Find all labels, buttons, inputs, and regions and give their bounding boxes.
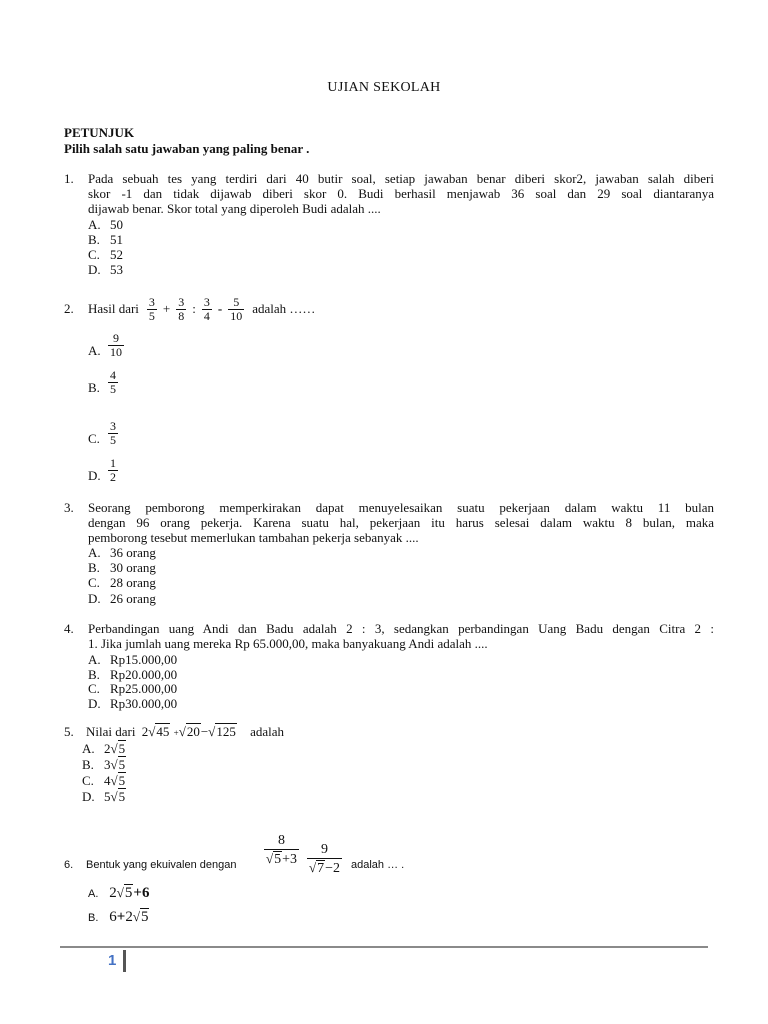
question-4-option-b: B. Rp20.000,00 [88,667,178,682]
fraction: $\frac{3}{5}$ [148,294,155,323]
question-5: 5. Nilai dari 2√45 +√20−√125 adalah [64,724,284,739]
question-1-line-3: dijawab benar. Skor total yang diperoleh Budi adalah .... [88,201,381,216]
fraction: $\frac{3}{8}$ [178,294,185,323]
footer-divider [60,946,708,948]
question-3-option-b: B. 30 orang [88,560,156,575]
question-1-option-c: C. 52 [88,247,123,262]
question-2-number: 2. [64,301,74,316]
question-1-option-d: D. 53 [88,262,123,277]
question-3-number: 3. [64,500,74,515]
question-4-number: 4. [64,621,74,636]
instructions-heading: PETUNJUK [64,125,135,140]
question-2-option-c: C. $\frac{3}{5}$ [88,419,116,447]
fraction: $\frac{5}{10}$ [230,294,243,323]
page-number: 1 [108,952,117,969]
question-3-option-a: A. 36 orang [88,545,156,560]
fraction: $\frac{3}{4}$ [203,294,210,323]
question-4-line-2: 1. Jika jumlah uang mereka Rp 65.000,00, maka banyakuang Andi adalah .... [88,636,488,651]
question-2: 2. Hasil dari $\frac{3}{5}$ + $\frac{3}{8}$ : $\frac{3}{4}$ - $\frac{5}{10}$ adalah …… [64,294,316,323]
question-6-prefix: Bentuk yang ekuivalen dengan [86,859,237,871]
question-4-option-d: D. Rp30.000,00 [88,696,178,711]
question-1-line-1: Pada sebuah tes yang terdiri dari 40 butir soal, setiap jawaban benar diberi skor2, jawaban salah diberi [88,171,714,186]
question-2-prefix: Hasil dari [88,301,139,316]
question-2-option-d: D. $\frac{1}{2}$ [88,456,116,484]
question-5-option-a: A. 2√5 [82,741,126,756]
question-3-line-2: dengan 96 orang pekerja. Karena suatu hal, pekerjaan itu harus selesai dalam waktu 8 bulan, maka [88,515,714,530]
question-2-suffix: adalah …… [252,301,316,316]
question-2-option-a: A. $\frac{9}{10}$ [88,331,122,359]
question-5-option-c: C. 4√5 [82,773,126,788]
question-6-option-a: A. 2√5+6 [88,885,150,901]
question-1-line-2: skor -1 dan tidak dijawab diberi skor 0. Budi berhasil menjawab 36 soal dan 29 soal diantaranya [88,186,714,201]
question-1-option-b: B. 51 [88,232,123,247]
question-6-suffix: adalah … . [351,859,405,871]
question-4-option-a: A. Rp15.000,00 [88,652,178,667]
question-6-fraction-1: 8 √5+3 [266,833,298,867]
page-number-bar [123,950,126,972]
question-3-line-3: pemborong tesebut memerlukan tambahan pekerja sebanyak .... [88,530,419,545]
instructions-text: Pilih salah satu jawaban yang paling benar . [64,141,310,156]
question-6-number: 6. [64,859,74,871]
question-3-line-1: Seorang pemborong memperkirakan dapat menuyelesaikan suatu pekerjaan dalam waktu 11 bulan [88,500,714,515]
question-6-option-b: B. 6+2√5 [88,909,149,925]
question-4-option-c: C. Rp25.000,00 [88,681,178,696]
question-1-option-a: A. 50 [88,217,123,232]
question-4-line-1: Perbandingan uang Andi dan Badu adalah 2 : 3, sedangkan perbandingan Uang Badu dengan Citra 2 : [88,621,714,636]
question-5-option-b: B. 3√5 [82,757,126,772]
question-5-option-d: D. 5√5 [82,789,126,804]
page-title: UJIAN SEKOLAH [327,80,441,95]
question-6-fraction-2: 9 √7−2 [309,842,341,876]
question-2-option-b: B. $\frac{4}{5}$ [88,368,116,396]
question-3-option-d: D. 26 orang [88,591,156,606]
question-3-option-c: C. 28 orang [88,575,156,590]
question-1-number: 1. [64,171,74,186]
